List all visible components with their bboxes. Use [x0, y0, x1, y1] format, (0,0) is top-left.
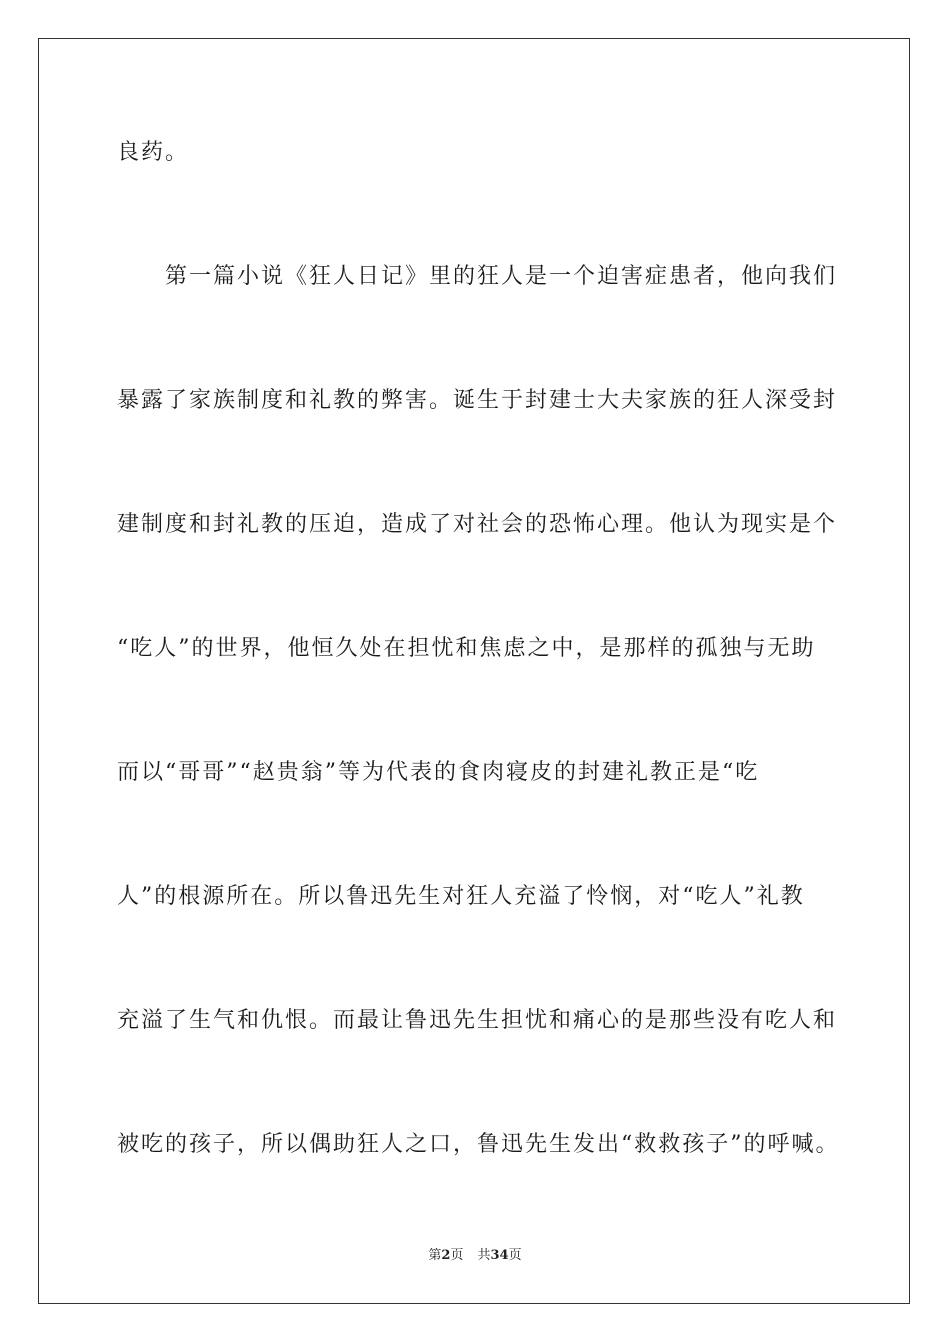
text-line-8: 充溢了生气和仇恨。而最让鲁迅先生担忧和痛心的是那些没有吃人和 [117, 1008, 838, 1033]
text-line-5: “吃人”的世界，他恒久处在担忧和焦虑之中，是那样的孤独与无助 [117, 636, 816, 661]
text-line-6: 而以“哥哥”“赵贵翁”等为代表的食肉寝皮的封建礼教正是“吃 [117, 760, 760, 785]
page-border [38, 38, 910, 1304]
text-line-1: 良药。 [117, 140, 190, 165]
page-footer [0, 1247, 950, 1265]
text-line-7: 人”的根源所在。所以鲁迅先生对狂人充溢了怜悯，对“吃人”礼教 [117, 884, 805, 909]
total-pages: 34 [490, 1248, 509, 1263]
total-suffix: 页 [508, 1248, 522, 1263]
text-line-9: 被吃的孩子，所以偶助狂人之口，鲁迅先生发出“救救孩子”的呼喊。 [117, 1132, 840, 1157]
text-line-4: 建制度和封礼教的压迫，造成了对社会的恐怖心理。他认为现实是个 [117, 512, 838, 537]
total-prefix: 共 [477, 1248, 491, 1263]
page-prefix: 第 [428, 1248, 442, 1263]
text-line-3: 暴露了家族制度和礼教的弊害。诞生于封建士大夫家族的狂人深受封 [117, 388, 838, 413]
page-number: 2 [441, 1248, 451, 1263]
page-suffix: 页 [450, 1248, 464, 1263]
text-line-2: 第一篇小说《狂人日记》里的狂人是一个迫害症患者，他向我们 [165, 264, 838, 289]
